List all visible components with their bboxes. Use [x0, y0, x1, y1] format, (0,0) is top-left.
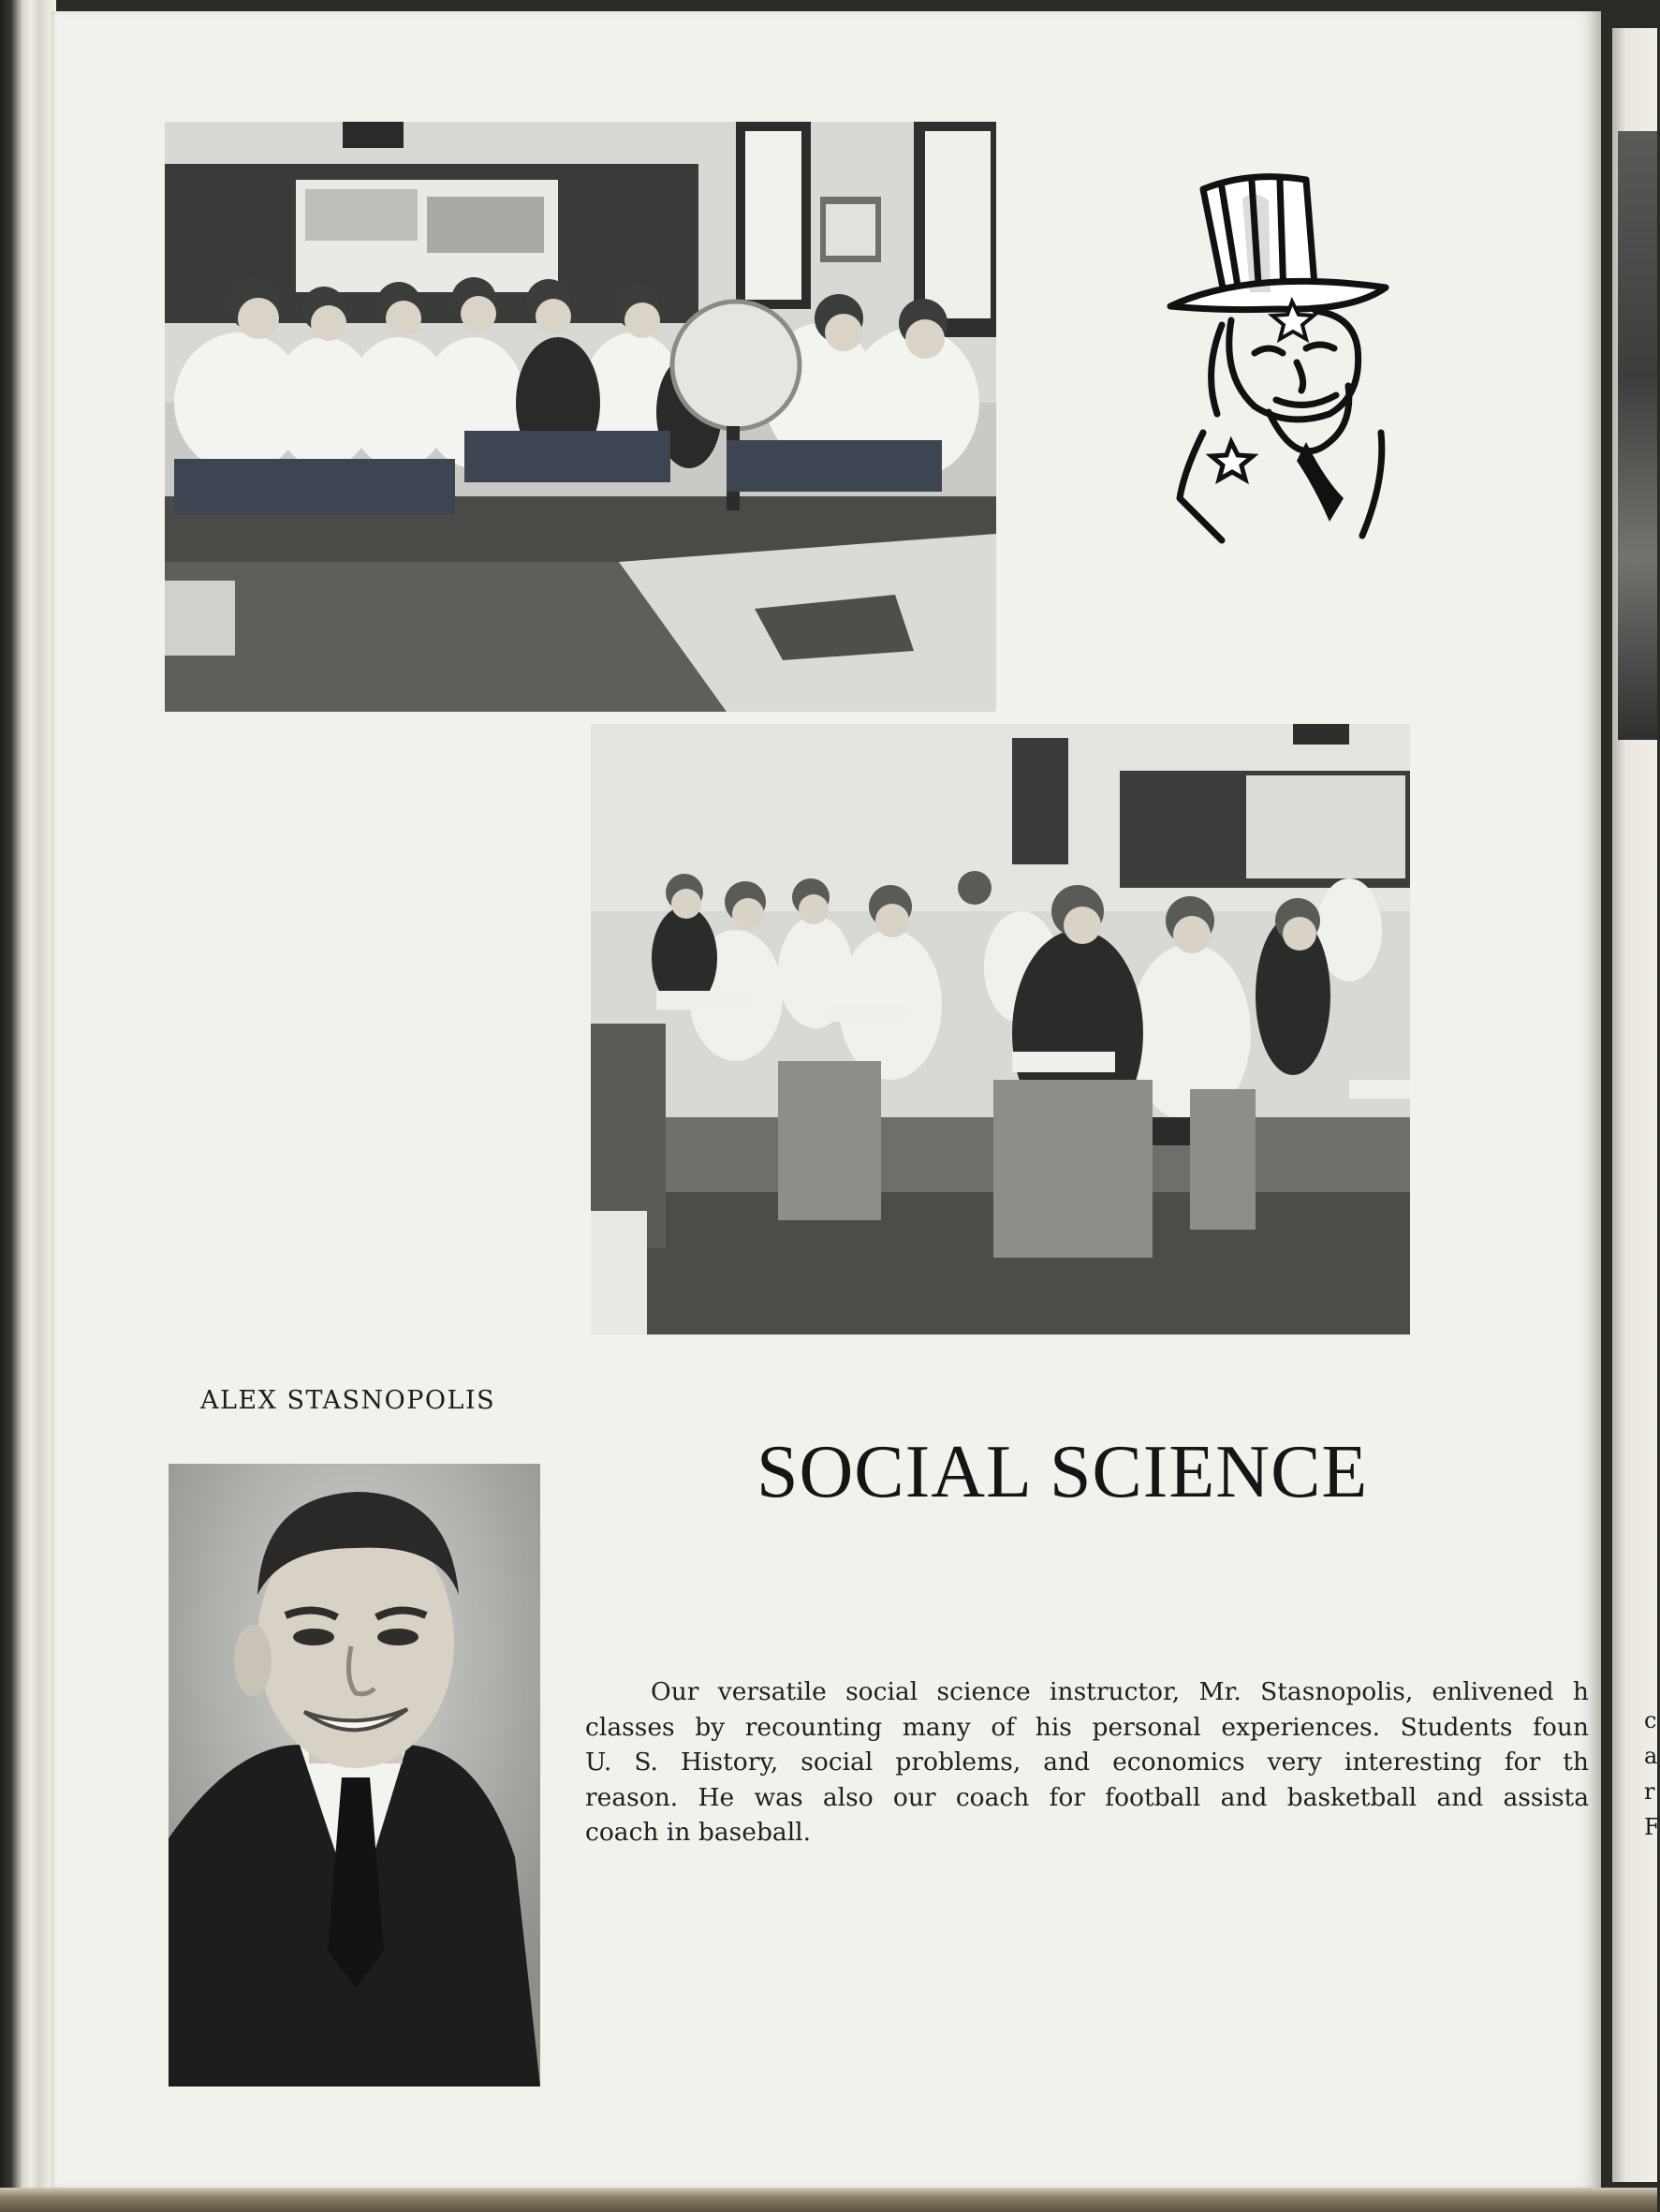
classroom-students-at-desks-photo [591, 724, 1410, 1335]
body-line: U. S. History, social problems, and economics very interesting for th [585, 1747, 1589, 1777]
classroom-students-with-globe-photo [165, 122, 996, 712]
teacher-portrait-photo [169, 1464, 540, 2087]
uncle-sam-drawing [1166, 161, 1404, 559]
book-left-edge [0, 0, 56, 2212]
facing-page-photo-edge [1618, 131, 1657, 740]
facing-page-letters [1644, 1703, 1660, 1845]
facing-letter: F [1644, 1814, 1660, 1840]
body-line: Our versatile social science instructor, Mr. Stasnopolis, enlivened h [651, 1677, 1589, 1706]
book-bottom-edge [0, 2188, 1657, 2212]
facing-letter: a [1644, 1743, 1658, 1769]
body-line: reason. He was also our coach for football and basketball and assista [585, 1782, 1589, 1812]
page-title: SOCIAL SCIENCE [757, 1431, 1369, 1513]
facing-letter: c [1644, 1707, 1657, 1733]
teacher-name-caption: ALEX STASNOPOLIS [200, 1386, 496, 1415]
facing-letter: r [1644, 1778, 1655, 1805]
body-line: classes by recounting many of his personal experiences. Students foun [585, 1712, 1589, 1742]
body-paragraph [585, 1674, 1589, 1851]
body-line: coach in baseball. [585, 1818, 812, 1848]
